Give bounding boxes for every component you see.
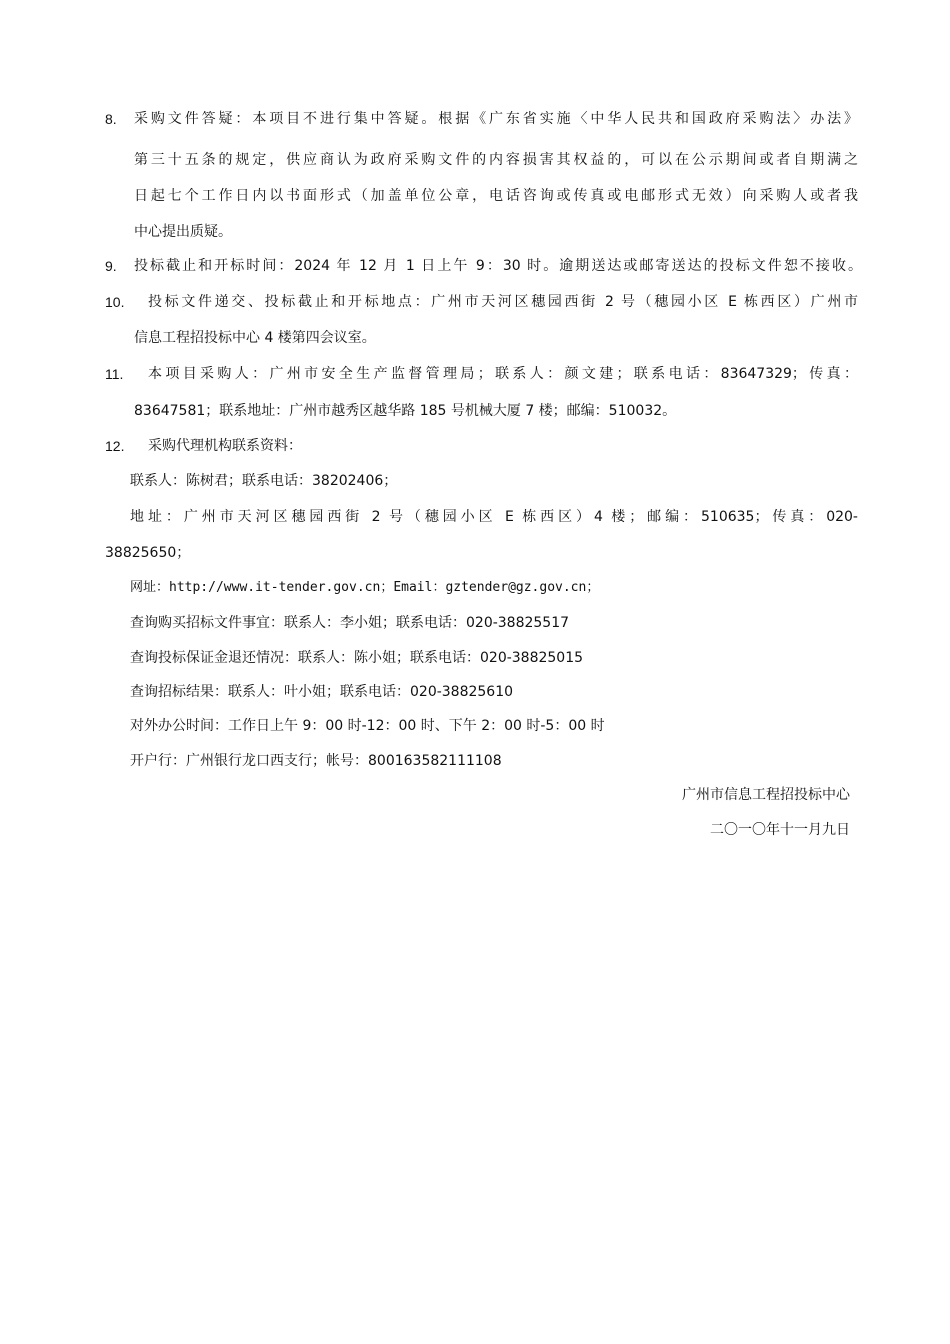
item-text-line: 中心提出质疑。 <box>134 224 232 240</box>
item-text-line: 本项目采购人：广州市安全生产监督管理局；联系人：颜文建；联系电话：83647329；传真： <box>148 366 858 382</box>
contact-purchase-line: 查询购买招标文件事宜：联系人：李小姐；联系电话：020-38825517 <box>130 615 570 631</box>
contact-address-line: 地址：广州市天河区穗园西街 2 号（穗园小区 E 栋西区）4 楼；邮编：510635；传真：020- <box>130 509 858 525</box>
item-text-line: 采购代理机构联系资料： <box>148 438 302 454</box>
item-number: 12. <box>105 438 125 454</box>
contact-person-line: 联系人：陈树君；联系电话：38202406； <box>130 473 398 489</box>
item-text-line: 投标截止和开标时间：2024 年 12 月 1 日上午 9：30 时。逾期送达或邮寄送达的投标文件恕不接收。 <box>134 258 862 274</box>
item-text-line: 采购文件答疑：本项目不进行集中答疑。根据《广东省实施〈中华人民共和国政府采购法〉办法》 <box>134 111 858 127</box>
item-text-line: 第三十五条的规定，供应商认为政府采购文件的内容损害其权益的，可以在公示期间或者自期满之 <box>134 152 858 168</box>
item-number: 9. <box>105 258 117 274</box>
item-number: 10. <box>105 294 125 310</box>
contact-result-line: 查询招标结果：联系人：叶小姐；联系电话：020-38825610 <box>130 684 514 700</box>
contact-hours-line: 对外办公时间：工作日上午 9：00 时-12：00 时、下午 2：00 时-5：00 时 <box>130 718 605 734</box>
item-number: 8. <box>105 111 117 127</box>
item-number: 11. <box>105 366 124 382</box>
item-text-line: 83647581；联系地址：广州市越秀区越华路 185 号机械大厦 7 楼；邮编：510032。 <box>134 403 677 419</box>
contact-web-line: 网址：http://www.it-tender.gov.cn；Email：gztender@gz.gov.cn； <box>130 580 600 595</box>
item-text-line: 投标文件递交、投标截止和开标地点：广州市天河区穗园西街 2 号（穗园小区 E 栋西区）广州市 <box>148 294 858 310</box>
item-text-line: 日起七个工作日内以书面形式（加盖单位公章，电话咨询或传真或电邮形式无效）向采购人或者我 <box>134 188 858 204</box>
signature-organization: 广州市信息工程招投标中心 <box>682 787 850 803</box>
item-text-line: 信息工程招投标中心 4 楼第四会议室。 <box>134 330 376 346</box>
contact-deposit-line: 查询投标保证金退还情况：联系人：陈小姐；联系电话：020-38825015 <box>130 650 584 666</box>
contact-bank-line: 开户行：广州银行龙口西支行；帐号：800163582111108 <box>130 753 502 769</box>
contact-address-line: 38825650； <box>105 545 191 561</box>
signature-date: 二〇一〇年十一月九日 <box>710 822 850 838</box>
